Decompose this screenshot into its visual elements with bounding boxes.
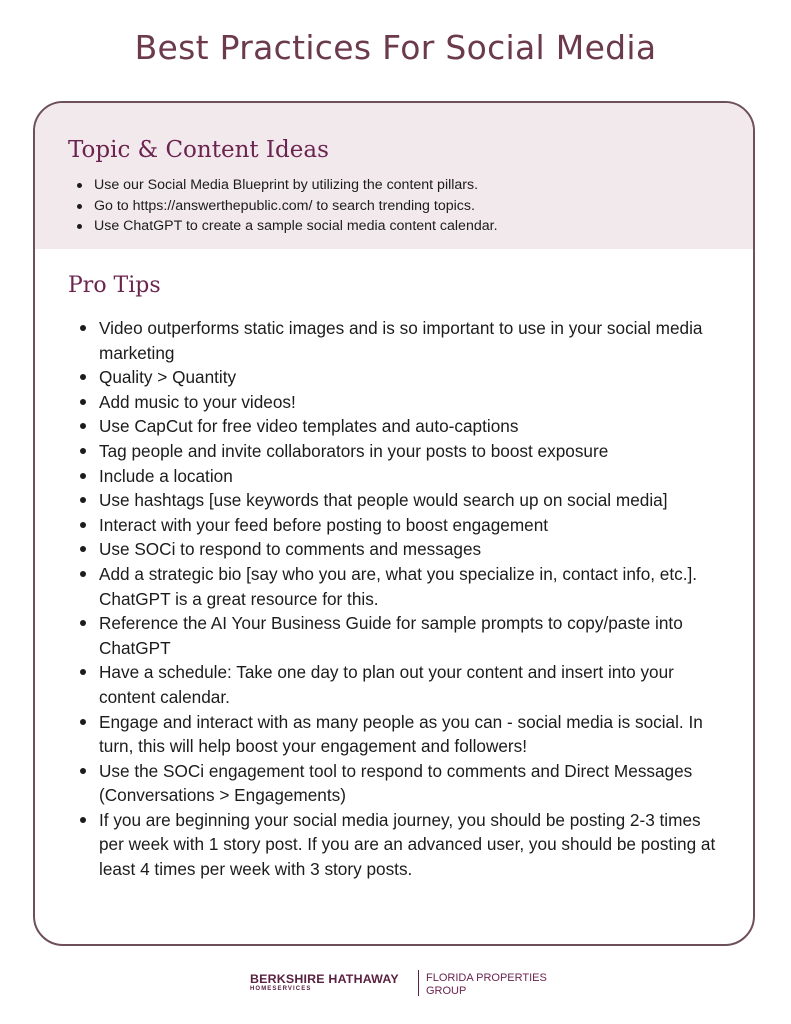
brand-logo [250, 972, 412, 992]
group-name-line-2: GROUP [426, 985, 467, 997]
pro-tips-list [80, 316, 720, 882]
pro-tip-item: Add a strategic bio [say who you are, what you specialize in, contact info, etc.]. ChatGPT is a great resource for this. [80, 562, 720, 611]
pro-tip-item: Reference the AI Your Business Guide for sample prompts to copy/paste into ChatGPT [80, 611, 720, 660]
pro-tip-item: Use the SOCi engagement tool to respond to comments and Direct Messages (Conversations > Engagements) [80, 759, 720, 808]
brand-subtitle: HOMESERVICES [250, 986, 312, 992]
group-name-line-1: FLORIDA PROPERTIES [426, 972, 547, 984]
topic-list [77, 175, 737, 237]
pro-tips-heading: Pro Tips [68, 273, 161, 298]
brand-name: BERKSHIRE HATHAWAY [250, 972, 399, 986]
pro-tip-item: If you are beginning your social media journey, you should be posting 2-3 times per week with 1 story post. If you are an advanced user, you should be posting at least 4 times per week with 3 story posts. [80, 808, 720, 882]
topic-list-item: Go to https://answerthepublic.com/ to search trending topics. [77, 196, 737, 217]
pro-tip-item: Add music to your videos! [80, 390, 720, 415]
pro-tip-item: Use hashtags [use keywords that people would search up on social media] [80, 488, 720, 513]
group-name [426, 972, 556, 998]
page-title: Best Practices For Social Media [134, 28, 657, 67]
topic-section-heading: Topic & Content Ideas [68, 137, 329, 163]
pro-tip-item: Use CapCut for free video templates and auto-captions [80, 414, 720, 439]
pro-tip-item: Interact with your feed before posting to boost engagement [80, 513, 720, 538]
pro-tip-item: Have a schedule: Take one day to plan out your content and insert into your content calendar. [80, 660, 720, 709]
topic-list-item: Use our Social Media Blueprint by utilizing the content pillars. [77, 175, 737, 196]
content-card [33, 101, 755, 946]
pro-tip-item: Include a location [80, 464, 720, 489]
pro-tip-item: Tag people and invite collaborators in your posts to boost exposure [80, 439, 720, 464]
logo-divider [418, 970, 419, 996]
topic-content-ideas-section [35, 103, 753, 249]
pro-tip-item: Use SOCi to respond to comments and messages [80, 537, 720, 562]
topic-list-item: Use ChatGPT to create a sample social media content calendar. [77, 216, 737, 237]
pro-tip-item: Engage and interact with as many people as you can - social media is social. In turn, this will help boost your engagement and followers! [80, 710, 720, 759]
footer-logo [0, 966, 791, 1006]
pro-tip-item: Quality > Quantity [80, 365, 720, 390]
pro-tip-item: Video outperforms static images and is so important to use in your social media marketing [80, 316, 720, 365]
